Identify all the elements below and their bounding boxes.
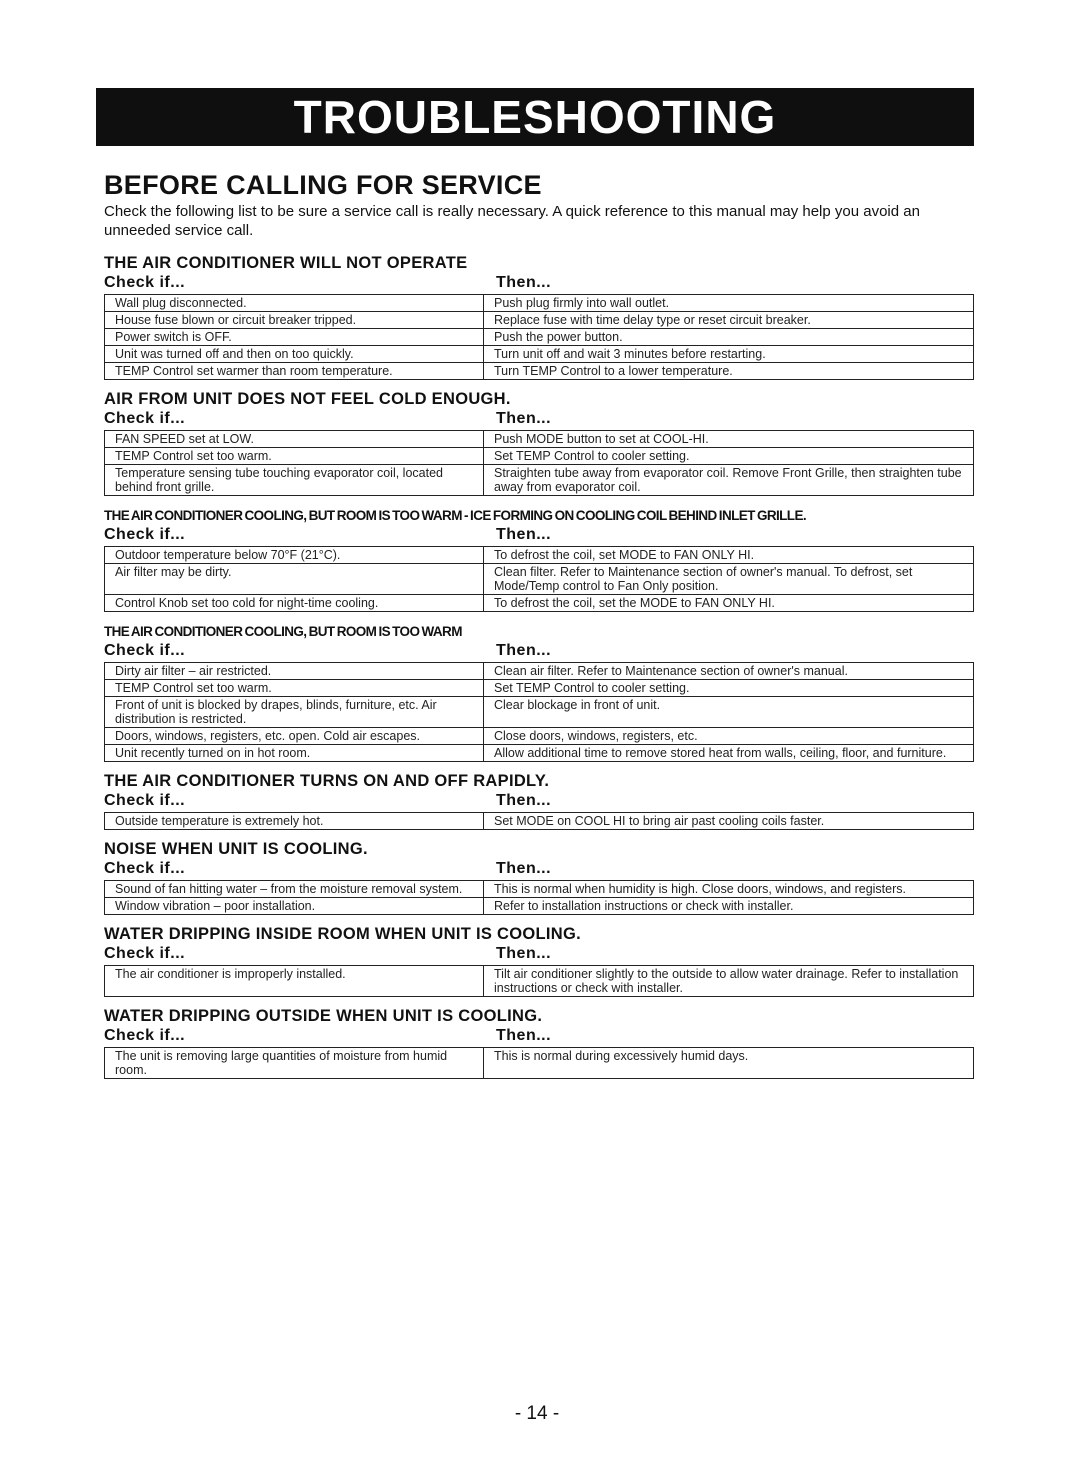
then-cell: Replace fuse with time delay type or reset circuit breaker. — [484, 312, 974, 329]
check-cell: FAN SPEED set at LOW. — [105, 431, 484, 448]
then-cell: Close doors, windows, registers, etc. — [484, 728, 974, 745]
table-row — [105, 564, 974, 595]
check-then-header — [104, 1026, 974, 1045]
check-cell: Outside temperature is extremely hot. — [105, 813, 484, 830]
then-label: Then... — [496, 1027, 552, 1044]
troubleshooting-block — [104, 772, 974, 830]
check-cell: Unit recently turned on in hot room. — [105, 745, 484, 762]
then-cell: Turn unit off and wait 3 minutes before restarting. — [484, 346, 974, 363]
then-cell: Push the power button. — [484, 329, 974, 346]
check-if-label: Check if... — [104, 526, 186, 543]
then-cell: Tilt air conditioner slightly to the outside to allow water drainage. Refer to installation instructions or check with installer. — [484, 966, 974, 997]
check-cell: Wall plug disconnected. — [105, 295, 484, 312]
check-cell: TEMP Control set too warm. — [105, 448, 484, 465]
troubleshooting-block — [104, 506, 974, 612]
then-label: Then... — [496, 642, 552, 659]
table-row — [105, 363, 974, 380]
check-then-header — [104, 641, 974, 660]
table-row — [105, 329, 974, 346]
check-cell: Temperature sensing tube touching evaporator coil, located behind front grille. — [105, 465, 484, 496]
table-row — [105, 1048, 974, 1079]
check-cell: Front of unit is blocked by drapes, blinds, furniture, etc. Air distribution is restricted. — [105, 697, 484, 728]
table-row — [105, 813, 974, 830]
then-cell: Push MODE button to set at COOL-HI. — [484, 431, 974, 448]
then-cell: Turn TEMP Control to a lower temperature. — [484, 363, 974, 380]
block-title: WATER DRIPPING OUTSIDE WHEN UNIT IS COOLING. — [104, 1007, 543, 1025]
check-cell: Dirty air filter – air restricted. — [105, 663, 484, 680]
check-cell: Control Knob set too cold for night-time cooling. — [105, 595, 484, 612]
table-row — [105, 595, 974, 612]
check-then-header — [104, 791, 974, 810]
troubleshooting-block — [104, 840, 974, 915]
page-banner: TROUBLESHOOTING — [96, 88, 974, 146]
intro-paragraph: Check the following list to be sure a service call is really necessary. A quick reference to this manual may help you avoid an unneeded service call. — [104, 203, 920, 239]
check-cell: Unit was turned off and then on too quickly. — [105, 346, 484, 363]
check-then-header — [104, 273, 974, 292]
check-then-header — [104, 859, 974, 878]
check-if-label: Check if... — [104, 642, 186, 659]
troubleshooting-table — [104, 812, 974, 830]
check-if-label: Check if... — [104, 1027, 186, 1044]
table-row — [105, 346, 974, 363]
check-cell: Sound of fan hitting water – from the moisture removal system. — [105, 881, 484, 898]
table-row — [105, 312, 974, 329]
then-cell: Set MODE on COOL HI to bring air past cooling coils faster. — [484, 813, 974, 830]
then-label: Then... — [496, 860, 552, 877]
block-title: WATER DRIPPING INSIDE ROOM WHEN UNIT IS COOLING. — [104, 925, 582, 943]
check-then-header — [104, 409, 974, 428]
troubleshooting-table — [104, 965, 974, 997]
check-cell: The air conditioner is improperly installed. — [105, 966, 484, 997]
section-title: BEFORE CALLING FOR SERVICE — [104, 170, 542, 200]
then-cell: Clear blockage in front of unit. — [484, 697, 974, 728]
then-cell: To defrost the coil, set MODE to FAN ONLY HI. — [484, 547, 974, 564]
check-cell: Air filter may be dirty. — [105, 564, 484, 595]
troubleshooting-table — [104, 546, 974, 612]
troubleshooting-table — [104, 430, 974, 496]
then-label: Then... — [496, 526, 552, 543]
troubleshooting-block — [104, 390, 974, 496]
check-then-header — [104, 525, 974, 544]
troubleshooting-block — [104, 254, 974, 380]
troubleshooting-block — [104, 925, 974, 997]
block-title: THE AIR CONDITIONER COOLING, BUT ROOM IS TOO WARM - ICE FORMING ON COOLING COIL BEHIND INLET GRILLE. — [104, 508, 806, 523]
table-row — [105, 898, 974, 915]
check-cell: Power switch is OFF. — [105, 329, 484, 346]
troubleshooting-content — [104, 170, 974, 1089]
troubleshooting-blocks — [104, 254, 974, 1079]
check-then-header — [104, 944, 974, 963]
table-row — [105, 431, 974, 448]
then-cell: This is normal when humidity is high. Close doors, windows, and registers. — [484, 881, 974, 898]
then-cell: Refer to installation instructions or check with installer. — [484, 898, 974, 915]
check-if-label: Check if... — [104, 410, 186, 427]
table-row — [105, 295, 974, 312]
troubleshooting-table — [104, 880, 974, 915]
troubleshooting-block — [104, 1007, 974, 1079]
then-cell: Clean filter. Refer to Maintenance section of owner's manual. To defrost, set Mode/Temp control to Fan Only position. — [484, 564, 974, 595]
block-title: THE AIR CONDITIONER WILL NOT OPERATE — [104, 254, 468, 272]
then-cell: This is normal during excessively humid days. — [484, 1048, 974, 1079]
table-row — [105, 966, 974, 997]
then-label: Then... — [496, 274, 552, 291]
check-cell: Window vibration – poor installation. — [105, 898, 484, 915]
table-row — [105, 547, 974, 564]
then-cell: Set TEMP Control to cooler setting. — [484, 448, 974, 465]
table-row — [105, 697, 974, 728]
troubleshooting-table — [104, 294, 974, 380]
troubleshooting-table — [104, 1047, 974, 1079]
check-cell: The unit is removing large quantities of moisture from humid room. — [105, 1048, 484, 1079]
check-cell: House fuse blown or circuit breaker tripped. — [105, 312, 484, 329]
block-title: THE AIR CONDITIONER COOLING, BUT ROOM IS TOO WARM — [104, 624, 462, 639]
block-title: AIR FROM UNIT DOES NOT FEEL COLD ENOUGH. — [104, 390, 511, 408]
table-row — [105, 680, 974, 697]
table-row — [105, 728, 974, 745]
then-label: Then... — [496, 945, 552, 962]
check-cell: TEMP Control set warmer than room temperature. — [105, 363, 484, 380]
check-if-label: Check if... — [104, 860, 186, 877]
troubleshooting-table — [104, 662, 974, 762]
then-label: Then... — [496, 410, 552, 427]
then-cell: To defrost the coil, set the MODE to FAN ONLY HI. — [484, 595, 974, 612]
check-cell: TEMP Control set too warm. — [105, 680, 484, 697]
check-if-label: Check if... — [104, 792, 186, 809]
troubleshooting-block — [104, 622, 974, 762]
table-row — [105, 881, 974, 898]
check-if-label: Check if... — [104, 945, 186, 962]
block-title: THE AIR CONDITIONER TURNS ON AND OFF RAPIDLY. — [104, 772, 550, 790]
then-cell: Clean air filter. Refer to Maintenance section of owner's manual. — [484, 663, 974, 680]
then-cell: Allow additional time to remove stored heat from walls, ceiling, floor, and furniture. — [484, 745, 974, 762]
check-cell: Outdoor temperature below 70°F (21°C). — [105, 547, 484, 564]
then-cell: Set TEMP Control to cooler setting. — [484, 680, 974, 697]
table-row — [105, 465, 974, 496]
then-label: Then... — [496, 792, 552, 809]
check-cell: Doors, windows, registers, etc. open. Cold air escapes. — [105, 728, 484, 745]
table-row — [105, 448, 974, 465]
block-title: NOISE WHEN UNIT IS COOLING. — [104, 840, 368, 858]
check-if-label: Check if... — [104, 274, 186, 291]
page-number: - 14 - — [514, 1403, 560, 1424]
then-cell: Push plug firmly into wall outlet. — [484, 295, 974, 312]
table-row — [105, 663, 974, 680]
table-row — [105, 745, 974, 762]
then-cell: Straighten tube away from evaporator coil. Remove Front Grille, then straighten tube away from evaporator coil. — [484, 465, 974, 496]
